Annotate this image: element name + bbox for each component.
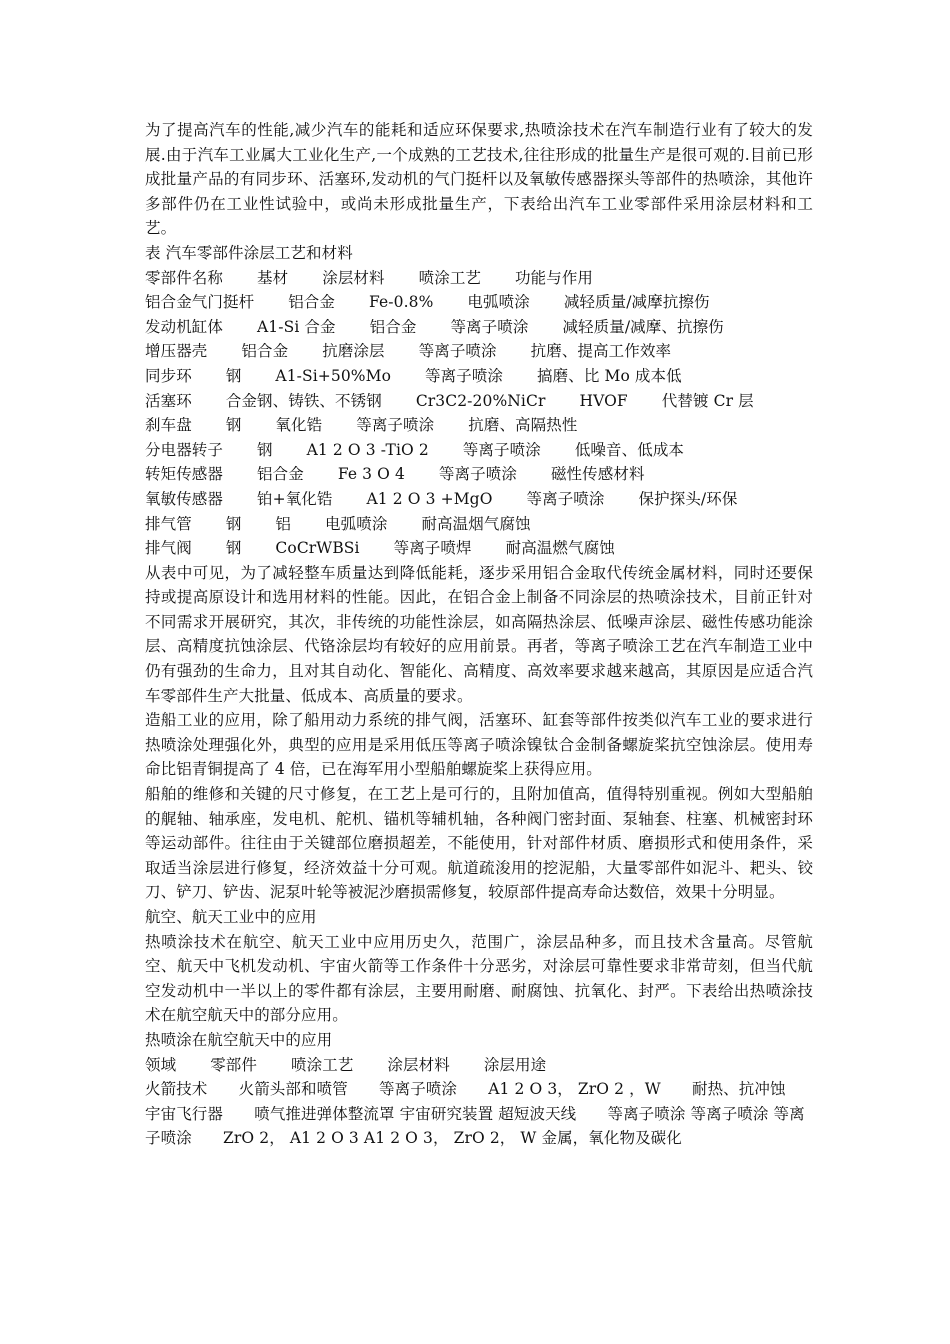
table-cell: 钢 — [225, 366, 242, 385]
table-cell: 等离子喷涂 — [379, 1080, 458, 1099]
table-cell: 火箭头部和喷管 — [238, 1080, 348, 1099]
table-cell: 同步环 — [145, 366, 192, 385]
table-cell: 发动机缸体 — [145, 317, 224, 336]
table-cell: 钢 — [257, 440, 273, 459]
auto-table-row — [145, 364, 813, 389]
table-cell: 减轻质量/减摩抗擦伤 — [563, 293, 710, 312]
table-cell: 磁性传感材料 — [550, 465, 645, 484]
table-cell: 宇宙飞行器 — [145, 1104, 224, 1123]
table-cell: 火箭技术 — [145, 1080, 208, 1099]
auto-table-header — [145, 266, 813, 291]
auto-table-caption: 表 汽车零部件涂层工艺和材料 — [145, 243, 353, 262]
table-cell: 排气管 — [145, 514, 192, 533]
auto-table-row — [145, 487, 813, 512]
table-cell: 铝合金 — [257, 465, 304, 484]
ship-repair-paragraph: 船舶的维修和关键的尺寸修复，在工艺上是可行的，且附加值高，值得特别重视。例如大型船舶的艉轴、轴承座，发电机、舵机、锚机等辅机轴，各种阀门密封面、泵轴套、柱塞、机械密封环等运动部件。往往由于关键部位磨损超差，不能使用，针对部件材质、磨损形式和使用条件，采取适当涂层进行修复，经济效益十分可观。航道疏浚用的挖泥船，大量零部件如泥斗、耙头、铰刀、铲刀、铲齿、泥泵叶轮等被泥沙磨损需修复，较原部件提高寿命达数倍，效果十分明显。 — [145, 785, 813, 902]
table-cell: A1 2 O 3 +MgO — [366, 489, 493, 508]
table-cell: 电弧喷涂 — [467, 293, 530, 312]
table-cell: 转矩传感器 — [145, 465, 224, 484]
table-cell: Fe-0.8% — [369, 293, 434, 312]
table-cell: 分电器转子 — [145, 440, 224, 459]
header-cell: 涂层用途 — [483, 1055, 547, 1074]
table-cell: 增压器壳 — [145, 342, 208, 361]
auto-table-row — [145, 389, 813, 414]
table-cell: 铝合金气门挺杆 — [145, 293, 255, 312]
table-cell: ZrO 2， A1 2 O 3 A1 2 O 3， ZrO 2， W 金属，氧化物及碳化 — [223, 1129, 682, 1148]
aero-table-row — [145, 1102, 813, 1151]
table-cell: 抗磨、提高工作效率 — [530, 342, 672, 361]
aerospace-heading: 航空、航天工业中的应用 — [145, 908, 317, 926]
table-cell: 等离子喷涂 — [438, 465, 517, 484]
table-cell: 抗磨、高隔热性 — [468, 416, 578, 435]
table-cell: HVOF — [579, 391, 628, 410]
table-cell: 排气阀 — [145, 539, 192, 558]
table-cell: 减轻质量/减摩、抗擦伤 — [562, 317, 724, 336]
table-cell: 铝 — [275, 514, 292, 533]
table-cell: 铝合金 — [288, 293, 336, 312]
aerospace-paragraph: 热喷涂技术在航空、航天工业中应用历史久，范围广，涂层品种多，而且技术含量高。尽管航空、航天中飞机发动机、宇宙火箭等工作条件十分恶劣，对涂层可靠性要求非常苛刻，但当代航空发动机中一半以上的零件都有涂层，主要用耐磨、耐腐蚀、抗氧化、封严。下表给出热喷涂技术在航空航天中的部分应用。 — [145, 932, 813, 1025]
table-cell: 代替镀 Cr 层 — [661, 391, 754, 410]
table-cell: 等离子喷涂 — [462, 440, 541, 459]
auto-table-row — [145, 413, 813, 438]
table-cell: 耐热、抗冲蚀 — [691, 1080, 786, 1099]
table-cell: 保护探头/环保 — [638, 489, 738, 508]
table-cell: Cr3C2-20%NiCr — [415, 391, 546, 410]
aero-table-header — [145, 1053, 813, 1078]
table-cell: 铝合金 — [369, 317, 417, 336]
table-cell: 等离子喷涂 — [450, 317, 529, 336]
document-page — [145, 118, 813, 1151]
table-cell: 活塞环 — [145, 391, 192, 410]
header-cell: 涂层材料 — [387, 1055, 450, 1074]
table-cell: 铝合金 — [241, 342, 289, 361]
table-cell: 耐高温燃气腐蚀 — [505, 539, 615, 558]
auto-table-row — [145, 536, 813, 561]
auto-table-row — [145, 290, 813, 315]
table-cell: 钢 — [225, 416, 242, 435]
header-cell: 喷涂工艺 — [418, 268, 482, 287]
table-cell: 抗磨涂层 — [322, 342, 385, 361]
table-cell: CoCrWBSi — [275, 539, 360, 558]
table-cell: 搞磨、比 Mo 成本低 — [537, 366, 682, 385]
table-cell: A1 2 O 3 -TiO 2 — [306, 440, 429, 459]
header-cell: 领域 — [145, 1055, 177, 1074]
table-cell: 等离子喷涂 — [356, 416, 435, 435]
header-cell: 零部件名称 — [145, 268, 224, 287]
auto-table-row — [145, 438, 813, 463]
table-cell: 钢 — [225, 514, 242, 533]
table-cell: 合金钢、铸铁、不锈钢 — [225, 391, 382, 410]
table-cell: A1-Si 合金 — [257, 317, 336, 336]
table-cell: 钢 — [225, 539, 242, 558]
header-cell: 功能与作用 — [515, 268, 594, 287]
table-cell: 氧敏传感器 — [145, 489, 224, 508]
header-cell: 喷涂工艺 — [291, 1055, 354, 1074]
table-cell: 喷气推进弹体整流罩 宇宙研究装置 超短波天线 — [254, 1104, 577, 1123]
shipbuilding-paragraph: 造船工业的应用，除了船用动力系统的排气阀，活塞环、缸套等部件按类似汽车工业的要求进行热喷涂处理强化外，典型的应用是采用低压等离子喷涂镍钛合金制备螺旋桨抗空蚀涂层。使用寿命比铝青铜提高了 4 倍，已在海军用小型船舶螺旋桨上获得应用。 — [145, 711, 813, 779]
aero-table-row — [145, 1077, 813, 1102]
table-cell: A1 2 O 3， ZrO 2 ，W — [488, 1080, 661, 1099]
auto-table-row — [145, 462, 813, 487]
table-cell: 等离子喷涂 — [418, 342, 497, 361]
header-cell: 零部件 — [210, 1055, 258, 1074]
table-cell: A1-Si+50%Mo — [275, 366, 392, 385]
auto-summary-paragraph: 从表中可见，为了减轻整车质量达到降低能耗，逐步采用铝合金取代传统金属材料，同时还要保持或提高原设计和选用材料的性能。因此，在铝合金上制备不同涂层的热喷涂技术，目前正针对不同需求开展研究，其次，非传统的功能性涂层，如高隔热涂层、低噪声涂层、磁性传感功能涂层、高精度抗蚀涂层、代铬涂层均有较好的应用前景。再者，等离子喷涂工艺在汽车制造工业中仍有强劲的生命力，且对其自动化、智能化、高精度、高效率要求越来越高，其原因是应适合汽车零部件生产大批量、低成本、高质量的要求。 — [145, 563, 813, 705]
table-cell: 等离子喷焊 — [393, 539, 472, 558]
aero-table-caption: 热喷涂在航空航天中的应用 — [145, 1030, 333, 1049]
table-cell: 等离子喷涂 — [526, 489, 605, 508]
table-cell: 铂+氧化锆 — [257, 489, 333, 508]
table-cell: 低噪音、低成本 — [574, 440, 685, 459]
table-cell: 氧化锆 — [275, 416, 323, 435]
header-cell: 基材 — [257, 268, 289, 287]
table-cell: 刹车盘 — [145, 416, 192, 435]
table-cell: Fe 3 O 4 — [337, 465, 405, 484]
intro-paragraph: 为了提高汽车的性能,减少汽车的能耗和适应环保要求,热喷涂技术在汽车制造行业有了较大的发展.由于汽车工业属大工业化生产,一个成熟的工艺技术,往往形成的批量生产是很可观的.目前已形成批量产品的有同步环、活塞环,发动机的气门挺杆以及氧敏传感器探头等部件的热喷涂，其他许多部件仍在工业性试验中，或尚未形成批量生产，下表给出汽车工业零部件采用涂层材料和工艺。 — [145, 121, 813, 238]
auto-table-row — [145, 512, 813, 537]
table-cell: 耐高温烟气腐蚀 — [421, 514, 531, 533]
auto-table-row — [145, 315, 813, 340]
table-cell: 等离子喷涂 — [425, 366, 504, 385]
table-cell: 等离子喷涂 等离子喷涂 等离子喷涂 — [145, 1104, 805, 1148]
header-cell: 涂层材料 — [322, 268, 385, 287]
auto-table-row — [145, 339, 813, 364]
table-cell: 电弧喷涂 — [325, 514, 388, 533]
